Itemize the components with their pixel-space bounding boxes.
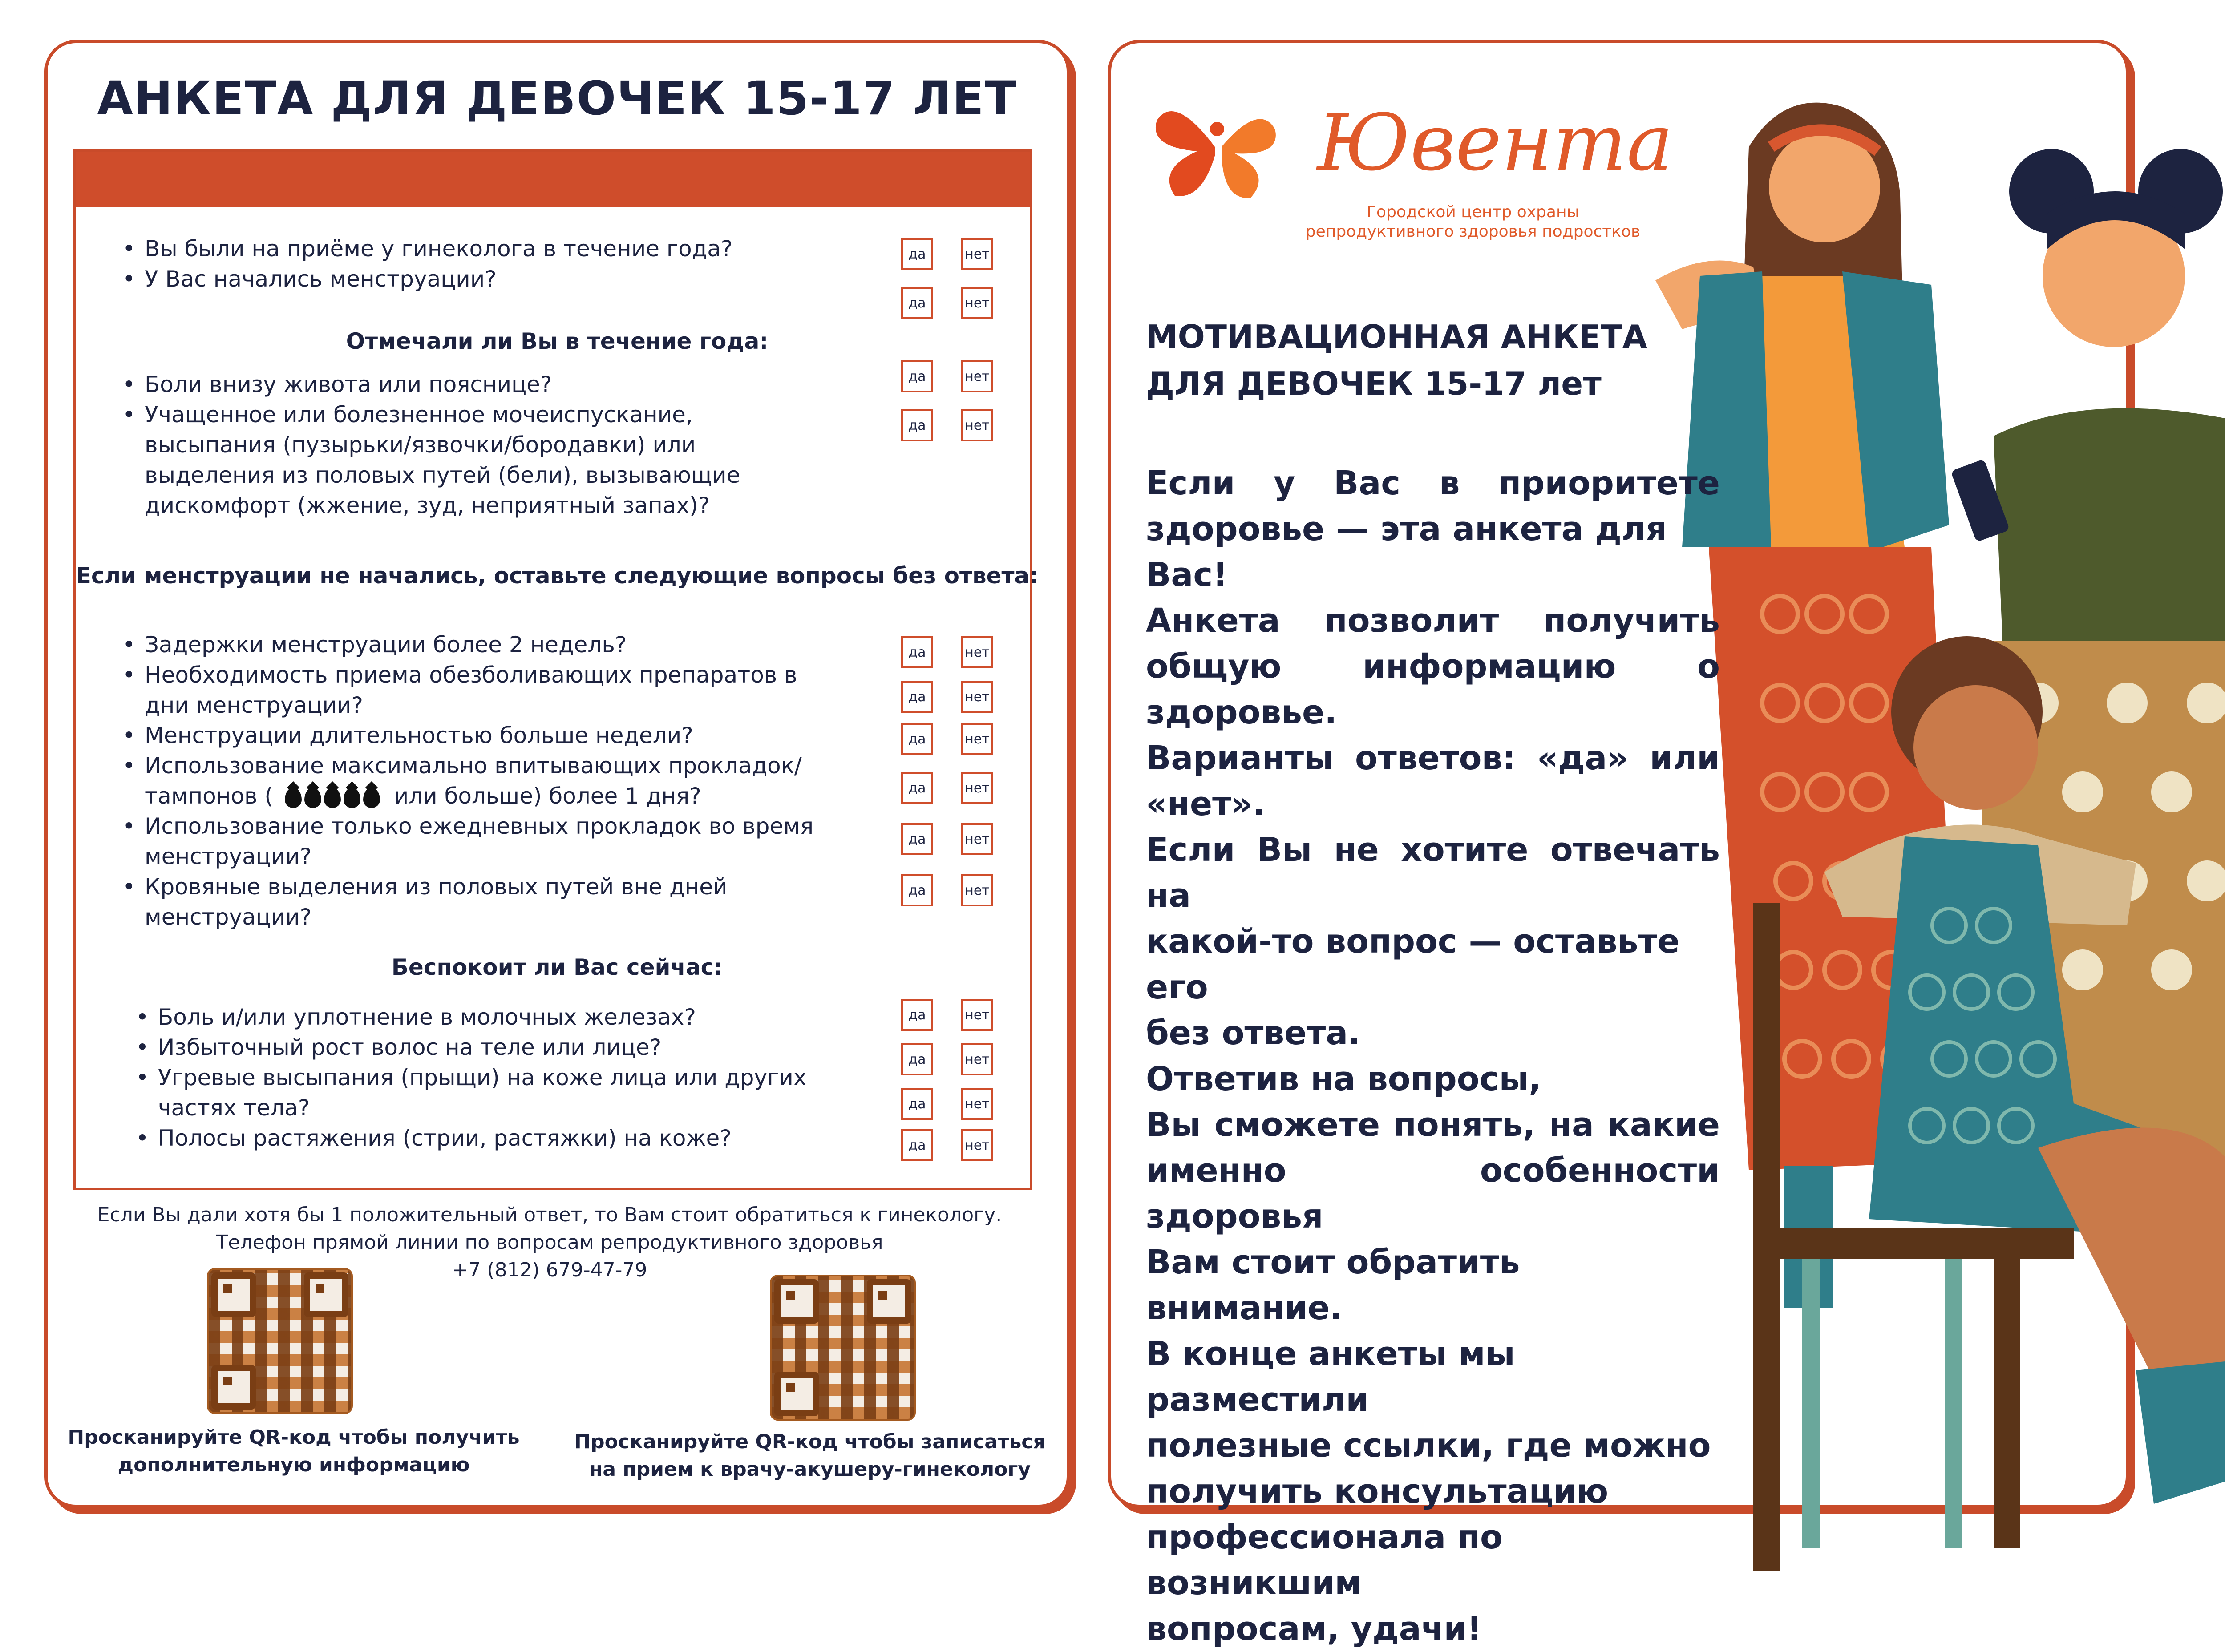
drops-icon — [285, 783, 383, 809]
question-delay: • Задержки менструации более 2 недель? — [122, 632, 627, 658]
question-painkillers-line2: дни менструации? — [145, 692, 363, 718]
answer-yes-checkbox[interactable]: да — [901, 874, 933, 906]
qr2-caption: Просканируйте QR-код чтобы записаться на прием к врачу-акушеру-гинекологу — [574, 1430, 1046, 1481]
question-pads-line2: тампонов ( или больше) более 1 дня? — [145, 783, 701, 809]
footer-phone[interactable]: +7 (812) 679-47-79 — [452, 1259, 647, 1281]
form-header-bar — [76, 152, 1030, 207]
footer-advice: Если Вы дали хотя бы 1 положительный ответ, то Вам стоит обратиться к гинекологу. — [97, 1204, 1002, 1226]
answer-yes-checkbox[interactable]: да — [901, 636, 933, 668]
qr1-caption: Просканируйте QR-код чтобы получить дополнительную информацию — [68, 1426, 520, 1476]
question-urination-line3: выделения из половых путей (бели), вызывающие — [145, 462, 740, 488]
answer-yes-checkbox[interactable]: да — [901, 772, 933, 804]
butterfly-logo-icon — [1148, 93, 1282, 205]
answer-no-checkbox[interactable]: нет — [961, 874, 993, 906]
question-daily-pads-line2: менструации? — [145, 844, 312, 869]
qr-code-info[interactable] — [207, 1268, 353, 1414]
qr-code-appointment[interactable] — [770, 1275, 916, 1421]
motivation-body: Если у Вас в приоритете здоровье — эта анкета для Вас! Анкета позволит получить общую информацию о здоровье. Варианты ответов: «да» или «нет». Если Вы не хотите отвечать на какой-то вопрос — оставьте его без ответа. Ответив на вопросы, Вы сможете понять, на какие именно особенности здоровья Вам стоит обратить внимание. В конце анкеты мы разместили полезные ссылки, где можно получить консультацию профессионала по возникшим вопросам, удачи! — [1146, 464, 1720, 1648]
question-acne-line2: частях тела? — [158, 1095, 310, 1121]
question-acne: • Угревые высыпания (прыщи) на коже лица или других — [136, 1065, 807, 1091]
question-urination: • Учащенное или болезненное мочеиспускание, — [122, 402, 693, 428]
answer-no-checkbox[interactable]: нет — [961, 238, 993, 270]
question-menstruation-started: • У Вас начались менструации? — [122, 266, 497, 292]
answer-yes-checkbox[interactable]: да — [901, 723, 933, 755]
answer-no-checkbox[interactable]: нет — [961, 999, 993, 1031]
answer-no-checkbox[interactable]: нет — [961, 723, 993, 755]
answer-yes-checkbox[interactable]: да — [901, 1088, 933, 1120]
question-stretch-marks: • Полосы растяжения (стрии, растяжки) на коже? — [136, 1125, 732, 1151]
answer-yes-checkbox[interactable]: да — [901, 238, 933, 270]
logo-subtitle: Городской центр охраны репродуктивного здоровья подростков — [1305, 203, 1641, 241]
answer-no-checkbox[interactable]: нет — [961, 772, 993, 804]
logo-wordmark: Ювента — [1317, 98, 1673, 188]
footer-hotline: Телефон прямой линии по вопросам репродуктивного здоровья — [216, 1231, 883, 1254]
answer-no-checkbox[interactable]: нет — [961, 1088, 993, 1120]
answer-no-checkbox[interactable]: нет — [961, 409, 993, 441]
question-urination-line2: высыпания (пузырьки/язвочки/бородавки) или — [145, 432, 696, 458]
question-painkillers: • Необходимость приема обезболивающих препаратов в — [122, 662, 797, 688]
answer-no-checkbox[interactable]: нет — [961, 823, 993, 855]
question-daily-pads: • Использование только ежедневных прокладок во время — [122, 813, 814, 839]
answer-yes-checkbox[interactable]: да — [901, 360, 933, 392]
answer-no-checkbox[interactable]: нет — [961, 360, 993, 392]
question-pads: • Использование максимально впитывающих прокладок/ — [122, 753, 802, 779]
question-abdominal-pain: • Боли внизу живота или пояснице? — [122, 372, 552, 397]
answer-no-checkbox[interactable]: нет — [961, 1129, 993, 1161]
answer-yes-checkbox[interactable]: да — [901, 681, 933, 713]
answer-yes-checkbox[interactable]: да — [901, 999, 933, 1031]
section-heading-year: Отмечали ли Вы в течение года: — [346, 328, 769, 354]
section-heading-skip: Если менструации не начались, оставьте следующие вопросы без ответа: — [76, 563, 1039, 589]
answer-no-checkbox[interactable]: нет — [961, 1043, 993, 1075]
question-bleeding-line2: менструации? — [145, 904, 312, 930]
question-hair: • Избыточный рост волос на теле или лице? — [136, 1034, 662, 1060]
answer-yes-checkbox[interactable]: да — [901, 1129, 933, 1161]
question-breast: • Боль и/или уплотнение в молочных железах? — [136, 1004, 696, 1030]
answer-no-checkbox[interactable]: нет — [961, 287, 993, 319]
page-title: АНКЕТА ДЛЯ ДЕВОЧЕК 15-17 ЛЕТ — [97, 71, 1017, 125]
question-gyn-visit: • Вы были на приёме у гинеколога в течение года? — [122, 236, 733, 262]
answer-yes-checkbox[interactable]: да — [901, 1043, 933, 1075]
question-urination-line4: дискомфорт (жжение, зуд, неприятный запах)? — [145, 493, 710, 518]
question-bleeding: • Кровяные выделения из половых путей вне дней — [122, 874, 728, 900]
answer-yes-checkbox[interactable]: да — [901, 287, 933, 319]
answer-no-checkbox[interactable]: нет — [961, 681, 993, 713]
answer-no-checkbox[interactable]: нет — [961, 636, 993, 668]
section-heading-now: Беспокоит ли Вас сейчас: — [391, 954, 723, 980]
answer-yes-checkbox[interactable]: да — [901, 409, 933, 441]
motivation-title: МОТИВАЦИОННАЯ АНКЕТА ДЛЯ ДЕВОЧЕК 15-17 лет — [1146, 318, 1647, 402]
question-long-period: • Менструации длительностью больше недели? — [122, 723, 693, 748]
answer-yes-checkbox[interactable]: да — [901, 823, 933, 855]
